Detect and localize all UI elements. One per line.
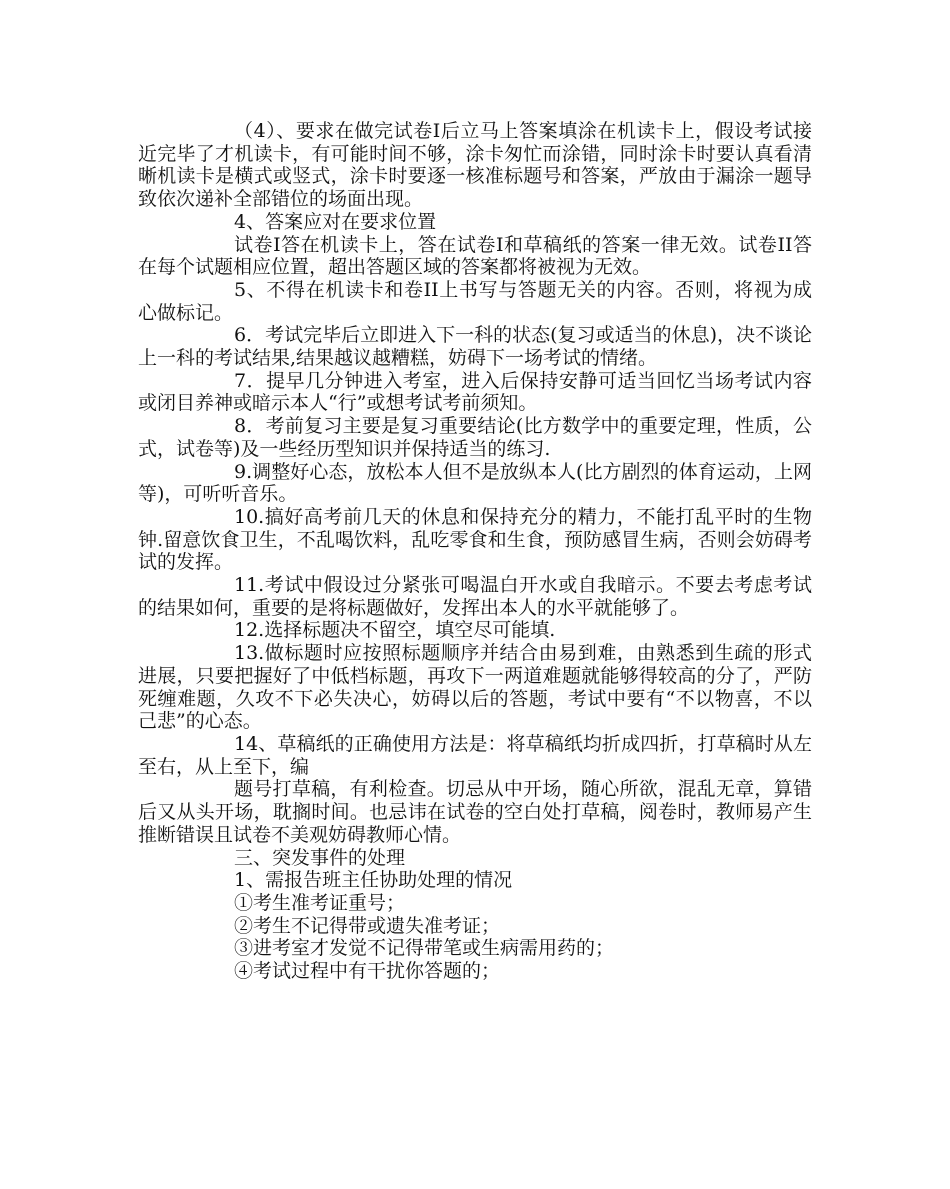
paragraph-item-11: 11.考试中假设过分紧张可喝温白开水或自我暗示。不要去考虑考试的结果如何，重要的是将标题做好，发挥出本人的水平就能够了。 bbox=[138, 574, 812, 619]
paragraph-item-12: 12.选择标题决不留空，填空尽可能填. bbox=[234, 619, 556, 642]
paragraph-answer-card-tip: （4）、要求在做完试卷Ⅰ后立马上答案填涂在机读卡上，假设考试接近完毕了才机读卡，有可能时间不够，涂卡匆忙而涂错，同时涂卡时要认真看清晰机读卡是横式或竖式，涂卡时要逐一核准标题号和答案，严放由于漏涂一题导致依次递补全部错位的场面出现。 bbox=[138, 120, 812, 211]
paragraph-heading-answer-position: 4、答案应对在要求位置 bbox=[234, 210, 437, 233]
paragraph-item-9: 9.调整好心态，放松本人但不是放纵本人(比方剧烈的体育运动，上网等)，可听听音乐。 bbox=[138, 460, 812, 506]
paragraph-answer-position: 试卷Ⅰ答在机读卡上，答在试卷Ⅰ和草稿纸的答案一律无效。试卷II答在每个试题相应位置，超出答题区域的答案都将被视为无效。 bbox=[138, 233, 812, 279]
paragraph-item-14: 14、草稿纸的正确使用方法是：将草稿纸均折成四折，打草稿时从左至右，从上至下，编 bbox=[138, 732, 812, 778]
paragraph-item-13: 13.做标题时应按照标题顺序并结合由易到难，由熟悉到生疏的形式进展，只要把握好了中低档标题，再攻下一两道难题就能够得较高的分了，严防死缠难题，久攻不下必失决心，妨碍以后的答题，考试中要有“不以物喜，不以己悲”的心态。 bbox=[138, 642, 812, 733]
paragraph-item-6: 6．考试完毕后立即进入下一科的状态(复习或适当的休息)，决不谈论上一科的考试结果,结果越议越糟糕，妨碍下一场考试的情绪。 bbox=[138, 324, 812, 370]
paragraph-item-8: 8．考前复习主要是复习重要结论(比方数学中的重要定理，性质，公式，试卷等)及一些经历型知识并保持适当的练习. bbox=[138, 415, 812, 460]
paragraph-item-7: 7．提早几分钟进入考室，进入后保持安静可适当回忆当场考试内容或闭目养神或暗示本人“行”或想考试考前须知。 bbox=[138, 369, 812, 415]
paragraph-item-10: 10.搞好高考前几天的休息和保持充分的精力，不能打乱平时的生物钟.留意饮食卫生，不乱喝饮料，乱吃零食和生食，预防感冒生病，否则会妨碍考试的发挥。 bbox=[138, 505, 812, 574]
paragraph-item-14-continued: 题号打草稿，有利检查。切忌从中开场，随心所欲，混乱无章，算错后又从头开场，耽搁时间。也忌讳在试卷的空白处打草稿，阅卷时，教师易产生推断错误且试卷不美观妨碍教师心情。 bbox=[138, 778, 812, 846]
list-item-1: ①考生准考证重号； bbox=[234, 891, 406, 914]
list-item-3: ③进考室才发觉不记得带笔或生病需用药的； bbox=[234, 937, 615, 960]
paragraph-report-situations: 1、需报告班主任协助处理的情况 bbox=[234, 869, 513, 892]
paragraph-item-5: 5、不得在机读卡和卷II上书写与答题无关的内容。否则，将视为成心做标记。 bbox=[138, 278, 812, 324]
section-heading-emergencies: 三、突发事件的处理 bbox=[234, 846, 406, 869]
document-body bbox=[138, 120, 812, 983]
list-item-2: ②考生不记得带或遗失准考证； bbox=[234, 914, 501, 937]
list-item-4: ④考试过程中有干扰你答题的； bbox=[234, 960, 501, 983]
